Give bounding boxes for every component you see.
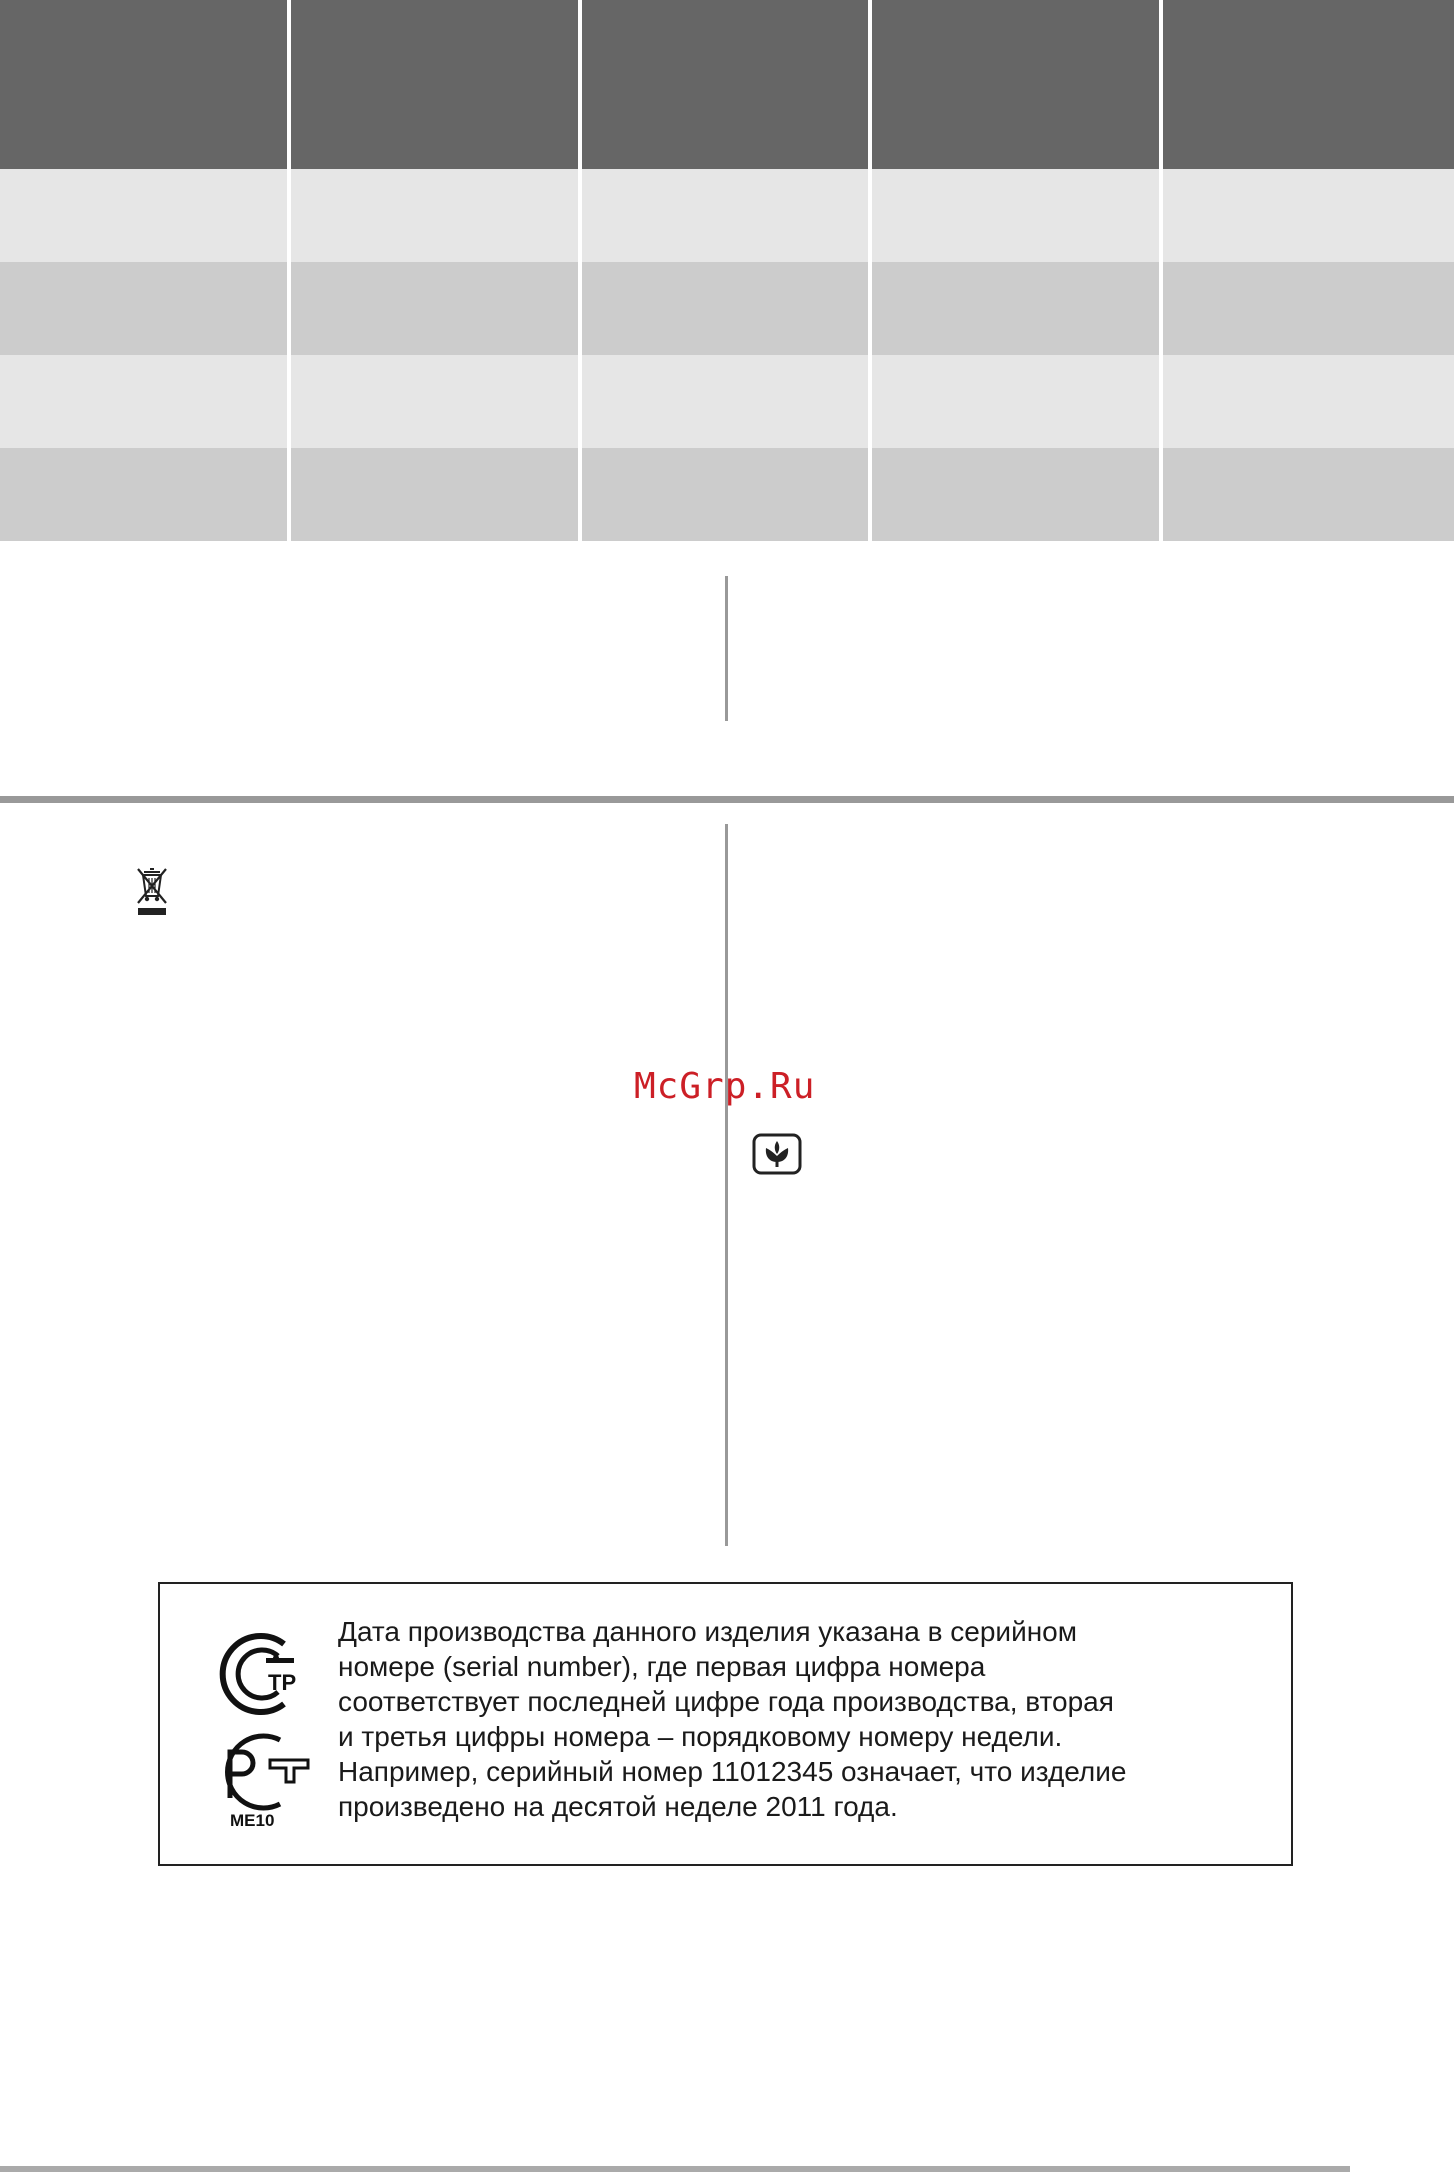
spec-table xyxy=(0,0,1454,541)
table-cell xyxy=(291,262,582,355)
table-cell xyxy=(872,448,1163,541)
table-cell xyxy=(582,448,873,541)
info-line: и третья цифры номера – порядковому номеру недели. xyxy=(338,1721,1063,1752)
certification-marks xyxy=(208,1622,318,1832)
table-cell xyxy=(582,169,873,262)
production-date-text xyxy=(338,1614,1258,1824)
table-cell xyxy=(0,355,291,448)
table-header-row xyxy=(0,0,1454,169)
table-cell xyxy=(1163,448,1454,541)
table-cell xyxy=(291,169,582,262)
table-header-cell xyxy=(0,0,291,169)
certification-code: ME10 xyxy=(230,1811,275,1830)
table-header-cell xyxy=(582,0,873,169)
table-cell xyxy=(872,262,1163,355)
info-line: соответствует последней цифре года производства, вторая xyxy=(338,1686,1114,1717)
table-cell xyxy=(0,262,291,355)
section-rule xyxy=(0,796,1454,803)
table-cell xyxy=(291,448,582,541)
table-cell xyxy=(0,448,291,541)
svg-text:ТР: ТР xyxy=(268,1670,297,1695)
rst-pct-mark-icon xyxy=(228,1736,308,1808)
table-row xyxy=(0,262,1454,355)
table-cell xyxy=(1163,355,1454,448)
table-cell xyxy=(872,355,1163,448)
column-divider-bottom xyxy=(725,824,728,1546)
info-line: Дата производства данного изделия указана в серийном xyxy=(338,1616,1077,1647)
column-divider-top xyxy=(725,576,728,721)
table-row xyxy=(0,448,1454,541)
table-cell xyxy=(1163,262,1454,355)
info-line: номере (serial number), где первая цифра номера xyxy=(338,1651,986,1682)
table-cell xyxy=(291,355,582,448)
footer-rule xyxy=(0,2166,1350,2172)
watermark: McGrp.Ru xyxy=(634,1066,816,1107)
eco-flower-icon xyxy=(751,1132,803,1176)
table-cell xyxy=(872,169,1163,262)
info-line: Например, серийный номер 11012345 означает, что изделие xyxy=(338,1756,1127,1787)
table-row xyxy=(0,169,1454,262)
production-date-info-box xyxy=(158,1582,1293,1866)
table-header-cell xyxy=(872,0,1163,169)
table-cell xyxy=(582,355,873,448)
info-line: произведено на десятой неделе 2011 года. xyxy=(338,1791,898,1822)
table-cell xyxy=(0,169,291,262)
table-row xyxy=(0,355,1454,448)
table-header-cell xyxy=(291,0,582,169)
table-header-cell xyxy=(1163,0,1454,169)
crossed-out-bin-icon xyxy=(135,866,169,918)
table-cell xyxy=(1163,169,1454,262)
eac-ctr-mark-icon xyxy=(223,1636,296,1712)
table-cell xyxy=(582,262,873,355)
